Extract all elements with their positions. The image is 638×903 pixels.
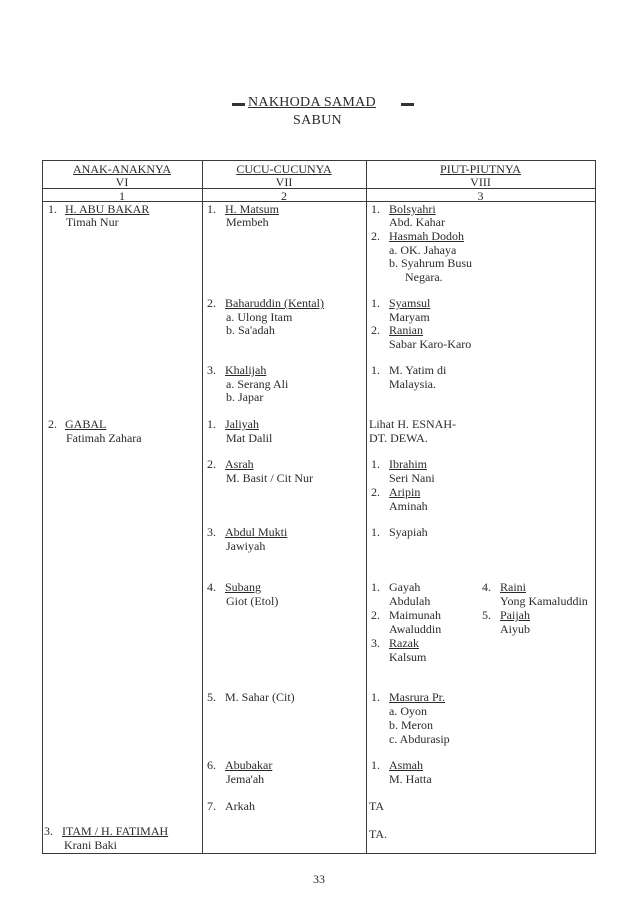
piut-number: 1. [371, 363, 380, 377]
piut-name: Asmah [389, 758, 423, 772]
column-number-cucu: 2 [281, 189, 287, 203]
column-roman-piut: VIII [470, 175, 491, 189]
cucu-detail: Jawiyah [226, 539, 266, 553]
piut-name: Gayah [389, 580, 421, 594]
piut-detail: b. Syahrum Busu [389, 256, 473, 270]
cucu-number: 6. [207, 758, 216, 772]
cucu-name: Khalijah [225, 363, 267, 377]
title-dash-left [232, 103, 245, 106]
piut-detail: Sabar Karo-Karo [389, 337, 472, 351]
cucu-name: H. Matsum [225, 202, 279, 216]
column-number-anak: 1 [119, 189, 125, 203]
piut-name: Ranian [389, 323, 423, 337]
piut-number: 1. [371, 580, 380, 594]
cucu-number: 2. [207, 457, 216, 471]
piut-name: Bolsyahri [389, 202, 436, 216]
piut-detail: Malaysia. [389, 377, 436, 391]
piut-detail: Maryam [389, 310, 430, 324]
table-bottom-border [42, 853, 595, 854]
table-top-border [42, 160, 595, 161]
table-left-border [42, 160, 43, 854]
anak-1-name: H. ABU BAKAR [65, 202, 150, 216]
piut-detail: Aiyub [500, 622, 530, 636]
cucu-name: Subang [225, 580, 261, 594]
cucu-name: Abubakar [225, 758, 273, 772]
anak-3-spouse: Krani Baki [64, 838, 117, 852]
piut-detail: M. Hatta [389, 772, 432, 786]
page-title: NAKHODA SAMAD [248, 95, 376, 110]
table-right-border [595, 160, 596, 854]
piut-number: 1. [371, 296, 380, 310]
cucu-number: 3. [207, 525, 216, 539]
cucu-detail: Jema'ah [226, 772, 265, 786]
cucu-number: 4. [207, 580, 216, 594]
cucu-detail: a. Serang Ali [226, 377, 289, 391]
cucu-number: 1. [207, 202, 216, 216]
page-number: 33 [313, 872, 325, 886]
column-header-piut: PIUT-PIUTNYA [440, 162, 521, 176]
cucu-number: 1. [207, 417, 216, 431]
piut-detail: Abd. Kahar [389, 215, 445, 229]
piut-detail: Abdulah [389, 594, 431, 608]
piut-name: Ibrahim [389, 457, 427, 471]
piut-name: Maimunah [389, 608, 441, 622]
piut-name: Aripin [389, 485, 421, 499]
page-subtitle: SABUN [293, 113, 342, 128]
cucu-detail: Mat Dalil [226, 431, 273, 445]
piut-number: 3. [371, 636, 380, 650]
piut-reference: DT. DEWA. [369, 431, 428, 445]
anak-1-spouse: Timah Nur [66, 215, 119, 229]
column-roman-cucu: VII [275, 175, 293, 189]
piut-name: Razak [389, 636, 419, 650]
column-header-anak: ANAK-ANAKNYA [73, 162, 171, 176]
anak-1-number: 1. [48, 202, 57, 216]
piut-name: Syamsul [389, 296, 431, 310]
piut-number: 2. [371, 608, 380, 622]
title-dash-right [401, 103, 414, 106]
cucu-name: Baharuddin (Kental) [225, 296, 324, 310]
piut-detail: Awaluddin [389, 622, 442, 636]
cucu-number: 5. [207, 690, 216, 704]
column-roman-anak: VI [115, 175, 129, 189]
piut-detail: a. Oyon [389, 704, 427, 718]
cucu-name: M. Sahar (Cit) [225, 690, 295, 704]
piut-name: M. Yatim di [389, 363, 447, 377]
cucu-detail: Giot (Etol) [226, 594, 279, 608]
piut-detail: a. OK. Jahaya [389, 243, 457, 257]
cucu-name: Arkah [225, 799, 255, 813]
piut-name: Syapiah [389, 525, 428, 539]
anak-3-name: ITAM / H. FATIMAH [62, 824, 169, 838]
cucu-number: 7. [207, 799, 216, 813]
cucu-detail: b. Japar [226, 390, 264, 404]
piut-number: 4. [482, 580, 491, 594]
piut-name: Hasmah Dodoh [389, 229, 464, 243]
column-divider-1 [202, 160, 203, 854]
cucu-name: Asrah [225, 457, 254, 471]
piut-detail: Yong Kamaluddin [500, 594, 588, 608]
anak-2-number: 2. [48, 417, 57, 431]
column-header-cucu: CUCU-CUCUNYA [236, 162, 332, 176]
piut-number: 1. [371, 202, 380, 216]
cucu-number: 2. [207, 296, 216, 310]
piut-number: 2. [371, 485, 380, 499]
anak-2-name: GABAL [65, 417, 107, 431]
cucu-detail: M. Basit / Cit Nur [226, 471, 314, 485]
piut-detail: Aminah [389, 499, 428, 513]
column-number-piut: 3 [477, 189, 484, 203]
column-divider-2 [366, 160, 367, 854]
piut-detail: b. Meron [389, 718, 433, 732]
piut-name: Masrura Pr. [389, 690, 445, 704]
anak-2-spouse: Fatimah Zahara [66, 431, 142, 445]
cucu-name: Jaliyah [225, 417, 259, 431]
piut-number: 1. [371, 690, 380, 704]
piut-number: 1. [371, 758, 380, 772]
piut-name: Raini [500, 580, 526, 594]
cucu-name: Abdul Mukti [225, 525, 288, 539]
piut-ta: TA. [369, 827, 388, 841]
piut-number: 1. [371, 525, 380, 539]
piut-detail: Negara. [405, 270, 443, 284]
cucu-detail: Membeh [226, 215, 269, 229]
piut-name: Paijah [500, 608, 530, 622]
cucu-detail: b. Sa'adah [226, 323, 275, 337]
piut-detail: Seri Nani [389, 471, 435, 485]
piut-number: 2. [371, 323, 380, 337]
piut-number: 1. [371, 457, 380, 471]
piut-detail: c. Abdurasip [389, 732, 450, 746]
piut-number: 5. [482, 608, 491, 622]
piut-detail: Kalsum [389, 650, 427, 664]
anak-3-number: 3. [44, 824, 53, 838]
cucu-number: 3. [207, 363, 216, 377]
piut-number: 2. [371, 229, 380, 243]
piut-reference: Lihat H. ESNAH- [369, 417, 456, 431]
piut-ta: TA [369, 799, 385, 813]
cucu-detail: a. Ulong Itam [226, 310, 293, 324]
